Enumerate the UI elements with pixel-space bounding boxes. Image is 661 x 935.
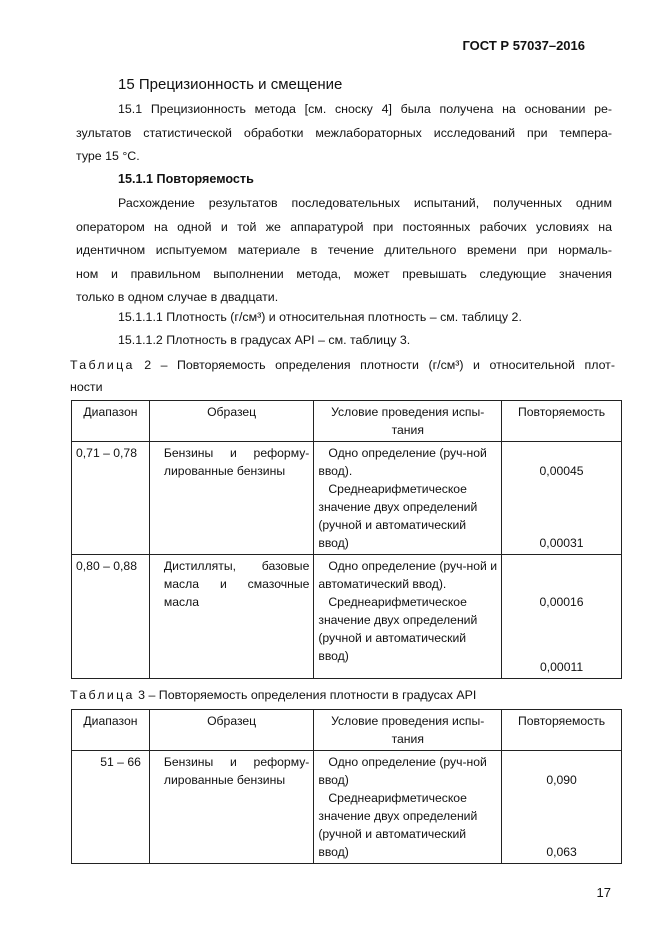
caption-text: ности — [70, 380, 103, 394]
table-header-row — [72, 401, 622, 442]
condition-1: Одно определение (руч-ной ввод) — [318, 755, 487, 787]
caption-text: 2 – Повторяемость определения плотности (г/см³) и относительной плот- — [134, 358, 615, 372]
text-line: зультатов статистической обработки межлабораторных исследований при темпера- — [76, 125, 612, 140]
text-line: Расхождение результатов последовательных испытаний, полученных одним — [118, 196, 612, 210]
condition-cell — [314, 555, 502, 679]
page-number: 17 — [596, 885, 611, 900]
header-cell: Диапазон — [72, 401, 150, 442]
text-line: оператором на одной и той же аппаратурой при постоянных рабочих условиях на — [76, 219, 612, 234]
range-cell: 0,80 – 0,88 — [72, 555, 150, 679]
table3-caption — [70, 688, 476, 702]
repeatability-value-1: 0,090 — [546, 773, 577, 787]
condition-2: Среднеарифметическое значение двух определений (ручной и автоматический ввод) — [318, 791, 478, 859]
header-cell: Диапазон — [72, 710, 150, 751]
header-cell: Образец — [149, 401, 313, 442]
repeatability-value-2: 0,00011 — [539, 660, 584, 674]
table-row — [72, 442, 622, 555]
paragraph-repeatability — [76, 192, 612, 310]
text-line: 15.1 Прецизионность метода [см. сноску 4] была получена на основании ре- — [118, 102, 612, 116]
subsection-title: 15.1.1 Повторяемость — [118, 172, 254, 186]
repeatability-cell — [502, 555, 622, 679]
repeatability-cell — [502, 442, 622, 555]
sample-cell: Бензины и реформу-лированные бензины — [149, 751, 313, 864]
text-line: ном и правильном выполнении метода, может превышать следующие значения — [76, 266, 612, 281]
sample-cell: Бензины и реформу-лированные бензины — [149, 442, 313, 555]
table2 — [71, 400, 622, 679]
paragraph-15-1-1-2: 15.1.1.2 Плотность в градусах API – см. таблицу 3. — [118, 333, 411, 347]
condition-1: Одно определение (руч-ной и автоматический ввод). — [318, 559, 498, 591]
range-cell: 0,71 – 0,78 — [72, 442, 150, 555]
repeatability-cell — [502, 751, 622, 864]
paragraph-15-1 — [76, 98, 612, 169]
text-line: только в одном случае в двадцати. — [76, 290, 279, 304]
condition-cell — [314, 442, 502, 555]
repeatability-value-2: 0,00031 — [539, 536, 584, 550]
sample-cell: Дистилляты, базовые масла и смазочные масла — [149, 555, 313, 679]
condition-2: Среднеарифметическое значение двух определений (ручной и автоматический ввод) — [318, 482, 478, 550]
header-cell: Условие проведения испы-тания — [314, 401, 502, 442]
table-row — [72, 555, 622, 679]
header-cell: Образец — [149, 710, 313, 751]
paragraph-15-1-1-1: 15.1.1.1 Плотность (г/см³) и относительная плотность – см. таблицу 2. — [118, 310, 522, 324]
condition-2: Среднеарифметическое значение двух определений (ручной и автоматический ввод) — [318, 595, 478, 663]
text-line: идентичном испытуемом материале в течение длительного времени при нормаль- — [76, 243, 612, 257]
repeatability-value-1: 0,00045 — [539, 464, 584, 478]
table-header-row — [72, 710, 622, 751]
caption-prefix: Таблица — [70, 688, 135, 702]
header-cell: Повторяемость — [502, 401, 622, 442]
repeatability-value-1: 0,00016 — [539, 595, 584, 609]
section-title: 15 Прецизионность и смещение — [118, 76, 343, 93]
repeatability-value-2: 0,063 — [546, 845, 577, 859]
header-cell: Условие проведения испы-тания — [314, 710, 502, 751]
text-line: туре 15 °С. — [76, 149, 140, 163]
caption-text: 3 – Повторяемость определения плотности в градусах API — [134, 688, 477, 702]
table2-caption — [70, 354, 615, 398]
condition-1: Одно определение (руч-ной ввод). — [318, 446, 487, 478]
document-header: ГОСТ Р 57037–2016 — [462, 38, 585, 53]
condition-cell — [314, 751, 502, 864]
header-cell: Повторяемость — [502, 710, 622, 751]
table-row — [72, 751, 622, 864]
table3 — [71, 709, 622, 864]
range-cell: 51 – 66 — [72, 751, 150, 864]
caption-prefix: Таблица — [70, 358, 135, 372]
